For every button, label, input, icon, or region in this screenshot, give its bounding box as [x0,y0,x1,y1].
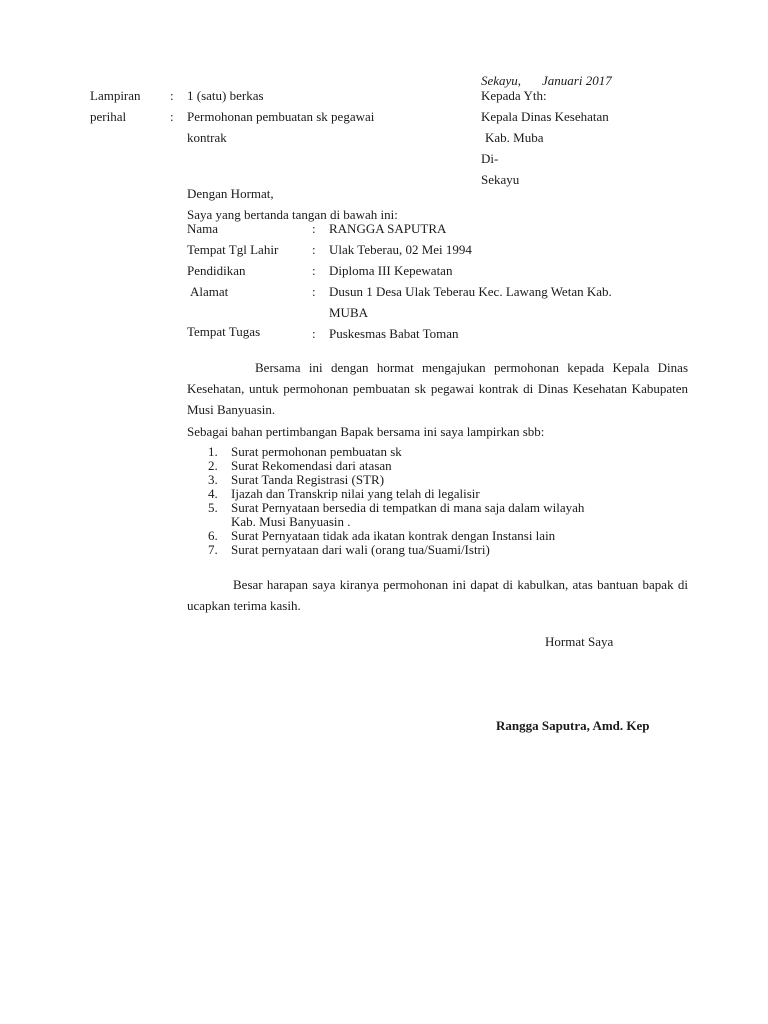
list-item-text: Kab. Musi Banyuasin . [231,514,351,529]
list-item-number: 3. [208,472,218,487]
recipient-di: Di- [481,151,499,166]
identity-colon: : [312,242,316,257]
identity-label-nama: Nama [187,221,219,236]
identity-value-tempat-tugas: Puskesmas Babat Toman [329,326,459,341]
identity-label-pendidikan: Pendidikan [187,263,246,278]
body-paragraph: Bersama ini dengan hormat mengajukan permohonan kepada Kepala Dinas Kesehatan, untuk permohonan pembuatan sk pegawai kontrak di Dinas Kesehatan Kabupaten Musi Banyuasin. [187,360,688,417]
list-item [208,529,678,543]
list-item [208,445,678,459]
salutation: Dengan Hormat, [187,186,274,201]
list-item-text: Surat permohonan pembuatan sk [231,444,402,459]
identity-value-alamat-continued: MUBA [329,305,369,320]
perihal-label: perihal [90,109,127,124]
lampiran-label: Lampiran [90,88,141,103]
closing-paragraph: Besar harapan saya kiranya permohonan ini dapat di kabulkan, atas bantuan bapak di ucapkan terima kasih. [187,577,688,613]
signoff: Hormat Saya [545,634,614,649]
list-item-number: 5. [208,500,218,515]
list-item-number: 1. [208,444,218,459]
perihal-colon: : [170,109,174,124]
recipient-city: Sekayu [481,172,520,187]
recipient-regency: Kab. Muba [485,130,544,145]
list-item-text: Surat pernyataan dari wali (orang tua/Suami/Istri) [231,542,490,557]
attachments-intro: Sebagai bahan pertimbangan Bapak bersama ini saya lampirkan sbb: [187,424,545,439]
list-item [208,501,678,515]
list-item-text: Surat Pernyataan bersedia di tempatkan di mana saja dalam wilayah [231,500,585,515]
list-item [208,487,678,501]
intro-line: Saya yang bertanda tangan di bawah ini: [187,207,398,222]
identity-value-ttl: Ulak Teberau, 02 Mei 1994 [329,242,472,257]
identity-value-pendidikan: Diploma III Kepewatan [329,263,453,278]
perihal-value: Permohonan pembuatan sk pegawai [187,109,375,124]
identity-label-alamat: Alamat [190,284,229,299]
identity-colon: : [312,221,316,236]
list-item-number: 4. [208,486,218,501]
identity-label-tempat-tugas: Tempat Tugas [187,324,261,339]
perihal-value-continued: kontrak [187,130,227,145]
identity-value-nama: RANGGA SAPUTRA [329,221,447,236]
list-item-number: 7. [208,542,218,557]
list-item-continuation [208,515,678,529]
lampiran-colon: : [170,88,174,103]
list-item-text: Ijazah dan Transkrip nilai yang telah di legalisir [231,486,480,501]
list-item [208,543,678,557]
identity-colon: : [312,263,316,278]
letter-place: Sekayu, [481,73,522,88]
list-item [208,473,678,487]
attachments-list [208,445,678,557]
list-item-number: 2. [208,458,218,473]
identity-colon: : [312,326,316,341]
identity-label-ttl: Tempat Tgl Lahir [187,242,279,257]
list-item-text: Surat Rekomendasi dari atasan [231,458,392,473]
identity-value-alamat: Dusun 1 Desa Ulak Teberau Kec. Lawang Wetan Kab. [329,284,612,299]
signatory-name: Rangga Saputra, Amd. Kep [496,718,650,733]
identity-colon: : [312,284,316,299]
list-item-text: Surat Tanda Registrasi (STR) [231,472,385,487]
recipient-office: Kepala Dinas Kesehatan [481,109,609,124]
list-item-number: 6. [208,528,218,543]
recipient-greeting: Kepada Yth: [481,88,547,103]
list-item [208,459,678,473]
list-item-text: Surat Pernyataan tidak ada ikatan kontrak dengan Instansi lain [231,528,556,543]
letter-date: Januari 2017 [542,73,612,88]
lampiran-value: 1 (satu) berkas [187,88,264,103]
